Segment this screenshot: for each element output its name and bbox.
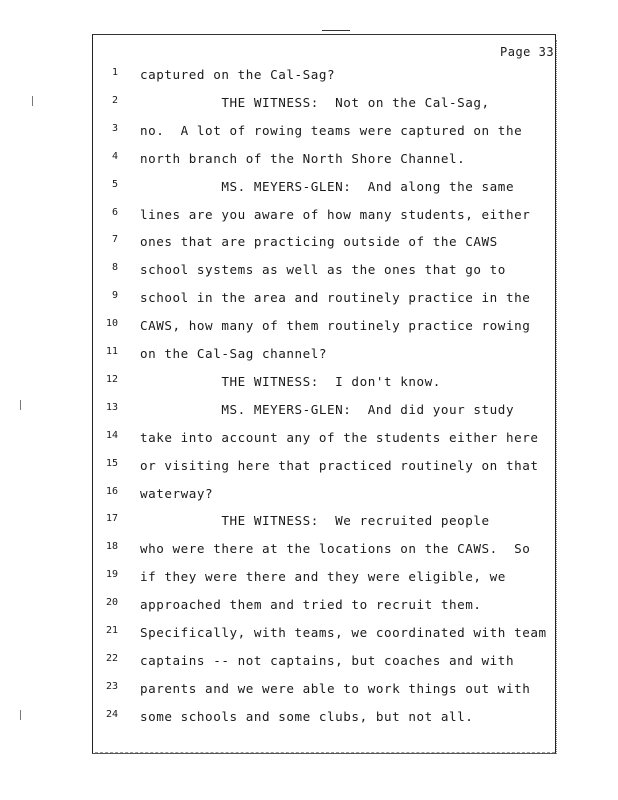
line-number: 16 [105,485,118,497]
line-number: 14 [105,429,118,441]
line-number: 21 [105,625,118,636]
line-text: parents and we were able to work things out with [140,680,531,696]
transcript-line [0,430,618,450]
line-text: no. A lot of rowing teams were captured on the [140,122,523,138]
transcript-line [0,207,618,227]
transcript-line [0,458,618,478]
line-text: THE WITNESS: We recruited people [140,513,490,529]
line-text: north branch of the North Shore Channel. [140,150,466,166]
transcript-line [0,486,618,506]
transcript-line [0,234,618,254]
line-number: 19 [105,569,118,581]
line-text: lines are you aware of how many students, either [140,206,531,222]
transcript-line [0,318,618,338]
line-number: 5 [111,178,118,190]
line-text: school in the area and routinely practice in the [140,290,531,306]
line-number: 7 [111,234,118,246]
line-number: 11 [105,346,118,357]
line-number: 18 [105,541,118,553]
transcript-line [0,681,618,701]
line-text: THE WITNESS: I don't know. [140,373,441,389]
line-number: 6 [111,206,118,218]
page-number: Page 33 [500,45,555,59]
line-text: who were there at the locations on the CAWS. So [140,541,531,557]
line-number: 15 [105,457,118,469]
transcript-line [0,95,618,115]
line-number: 24 [105,708,118,720]
right-margin-rule [556,40,559,754]
transcript-line [0,179,618,199]
transcript-line [0,123,618,143]
line-number: 2 [111,94,118,106]
transcript-line [0,569,618,589]
transcript-line [0,625,618,645]
line-number: 13 [105,401,118,413]
line-text: CAWS, how many of them routinely practice rowing [140,318,531,334]
line-text: THE WITNESS: Not on the Cal-Sag, [140,94,490,110]
line-text: school systems as well as the ones that go to [140,262,506,278]
line-text: approached them and tried to recruit them. [140,597,482,613]
line-text: ones that are practicing outside of the CAWS [140,234,498,250]
footer-rule [95,752,555,757]
line-number: 10 [105,318,118,330]
line-text: some schools and some clubs, but not all. [140,708,474,724]
line-text: Specifically, with teams, we coordinated with team [140,625,547,640]
transcript-line [0,67,618,87]
line-number: 12 [105,373,118,385]
line-text: captured on the Cal-Sag? [140,67,336,82]
line-text: if they were there and they were eligible, we [140,569,506,585]
line-number: 17 [105,513,118,525]
line-text: MS. MEYERS-GLEN: And did your study [140,401,515,417]
line-text: on the Cal-Sag channel? [140,346,328,361]
line-text: take into account any of the students either here [140,429,539,445]
line-number: 8 [111,262,118,274]
line-text: or visiting here that practiced routinely on that [140,457,539,473]
line-number: 3 [111,122,118,134]
transcript-line [0,402,618,422]
line-text: MS. MEYERS-GLEN: And along the same [140,178,515,194]
transcript-line [0,262,618,282]
transcript-line [0,346,618,366]
line-number: 20 [105,597,118,609]
transcript-line [0,709,618,729]
transcript-line [0,541,618,561]
line-number: 23 [105,680,118,692]
transcript-line [0,151,618,171]
transcript-line [0,597,618,617]
line-text: captains -- not captains, but coaches and with [140,652,515,668]
transcript-line [0,653,618,673]
transcript-line [0,513,618,533]
line-text: waterway? [140,485,214,501]
transcript-line [0,290,618,310]
line-number: 9 [111,290,118,302]
transcript-line [0,374,618,394]
line-number: 1 [111,67,118,78]
line-number: 4 [111,150,118,162]
line-number: 22 [105,652,118,664]
